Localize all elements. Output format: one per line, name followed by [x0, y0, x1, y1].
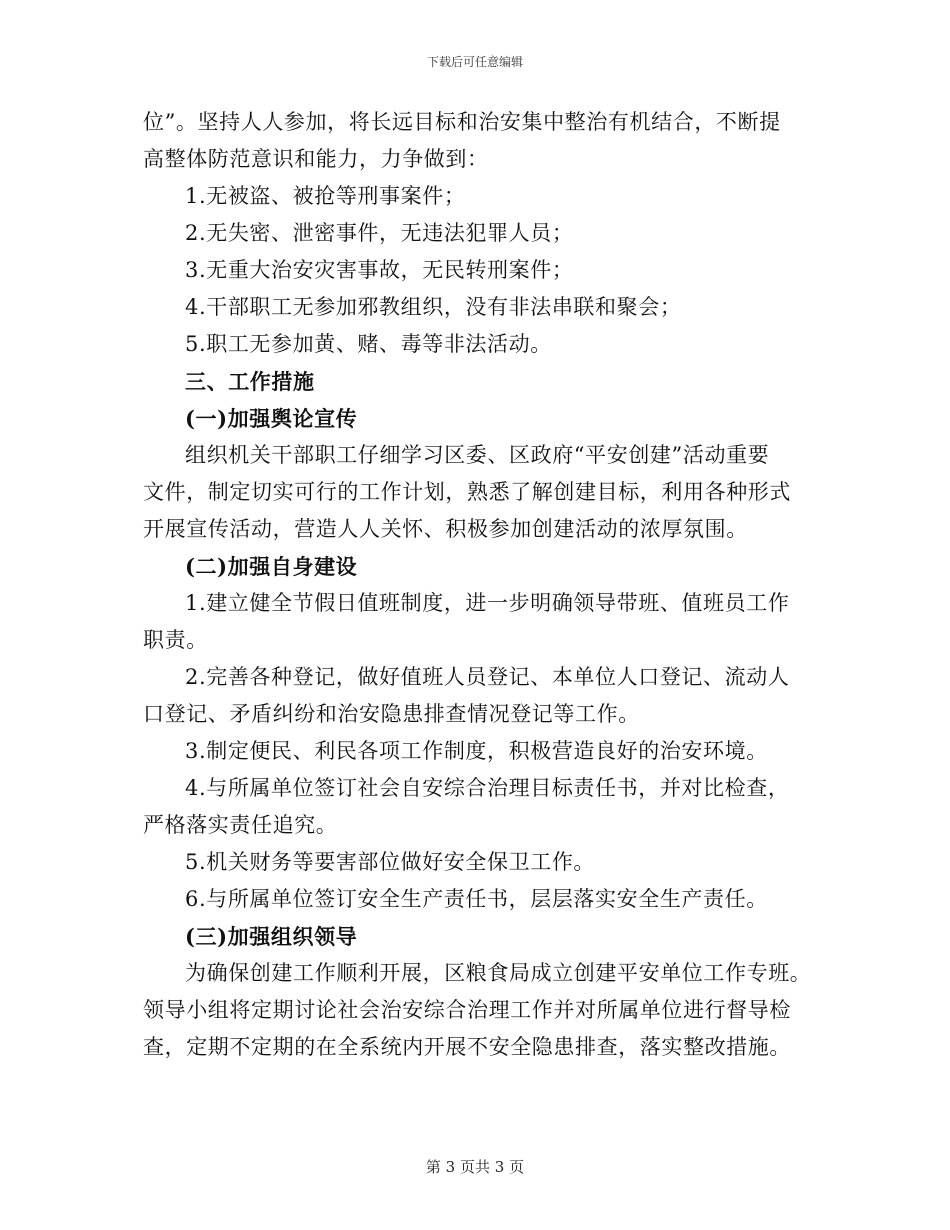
list-item: 3.制定便民、利民各项工作制度，积极营造良好的治安环境。 [185, 739, 768, 763]
list-item: 2.无失密、泄密事件，无违法犯罪人员； [185, 221, 574, 245]
page-header: 下载后可任意编辑 [426, 55, 523, 69]
paragraph-line: 口登记、矛盾纠纷和治安隐患排查情况登记等工作。 [143, 702, 640, 726]
paragraph-line: 严格落实责任追究。 [143, 813, 338, 837]
paragraph-line: 查，定期不定期的在全系统内开展不安全隐患排查，落实整改措施。 [143, 1035, 791, 1059]
list-item: 4.干部职工无参加邪教组织，没有非法串联和聚会； [185, 295, 682, 319]
list-item: 2.完善各种登记，做好值班人员登记、本单位人口登记、流动人 [185, 665, 790, 689]
subsection-heading: (三)加强组织领导 [185, 924, 358, 949]
list-item: 1.无被盗、被抢等刑事案件； [185, 184, 466, 208]
paragraph-line: 文件，制定切实可行的工作计划，熟悉了解创建目标，利用各种形式 [143, 480, 791, 504]
page-footer: 第 3 页共 3 页 [425, 1158, 525, 1176]
paragraph-line: 为确保创建工作顺利开展，区粮食局成立创建平安单位工作专班。 [185, 961, 812, 985]
document-body [143, 104, 813, 1066]
list-item: 1.建立健全节假日值班制度，进一步明确领导带班、值班员工作 [185, 591, 790, 615]
list-item: 6.与所属单位签订安全生产责任书，层层落实安全生产责任。 [185, 887, 768, 911]
list-item: 3.无重大治安灾害事故，无民转刑案件； [185, 258, 574, 282]
list-item: 4.与所属单位签订社会自安综合治理目标责任书，并对比检查， [185, 776, 790, 800]
paragraph-line: 组织机关干部职工仔细学习区委、区政府“平安创建”活动重要 [185, 443, 770, 467]
paragraph-line: 高整体防范意识和能力，力争做到： [143, 147, 489, 171]
paragraph-line: 位”。坚持人人参加，将长远目标和治安集中整治有机结合，不断提 [143, 110, 781, 134]
subsection-heading: (二)加强自身建设 [185, 554, 358, 579]
paragraph-line: 开展宣传活动，营造人人关怀、积极参加创建活动的浓厚氛围。 [143, 517, 748, 541]
paragraph-line: 领导小组将定期讨论社会治安综合治理工作并对所属单位进行督导检 [143, 998, 791, 1022]
paragraph-line: 职责。 [143, 628, 208, 652]
list-item: 5.机关财务等要害部位做好安全保卫工作。 [185, 850, 596, 874]
section-heading: 三、工作措施 [185, 369, 315, 394]
subsection-heading: (一)加强舆论宣传 [185, 406, 358, 431]
list-item: 5.职工无参加黄、赌、毒等非法活动。 [185, 332, 552, 356]
